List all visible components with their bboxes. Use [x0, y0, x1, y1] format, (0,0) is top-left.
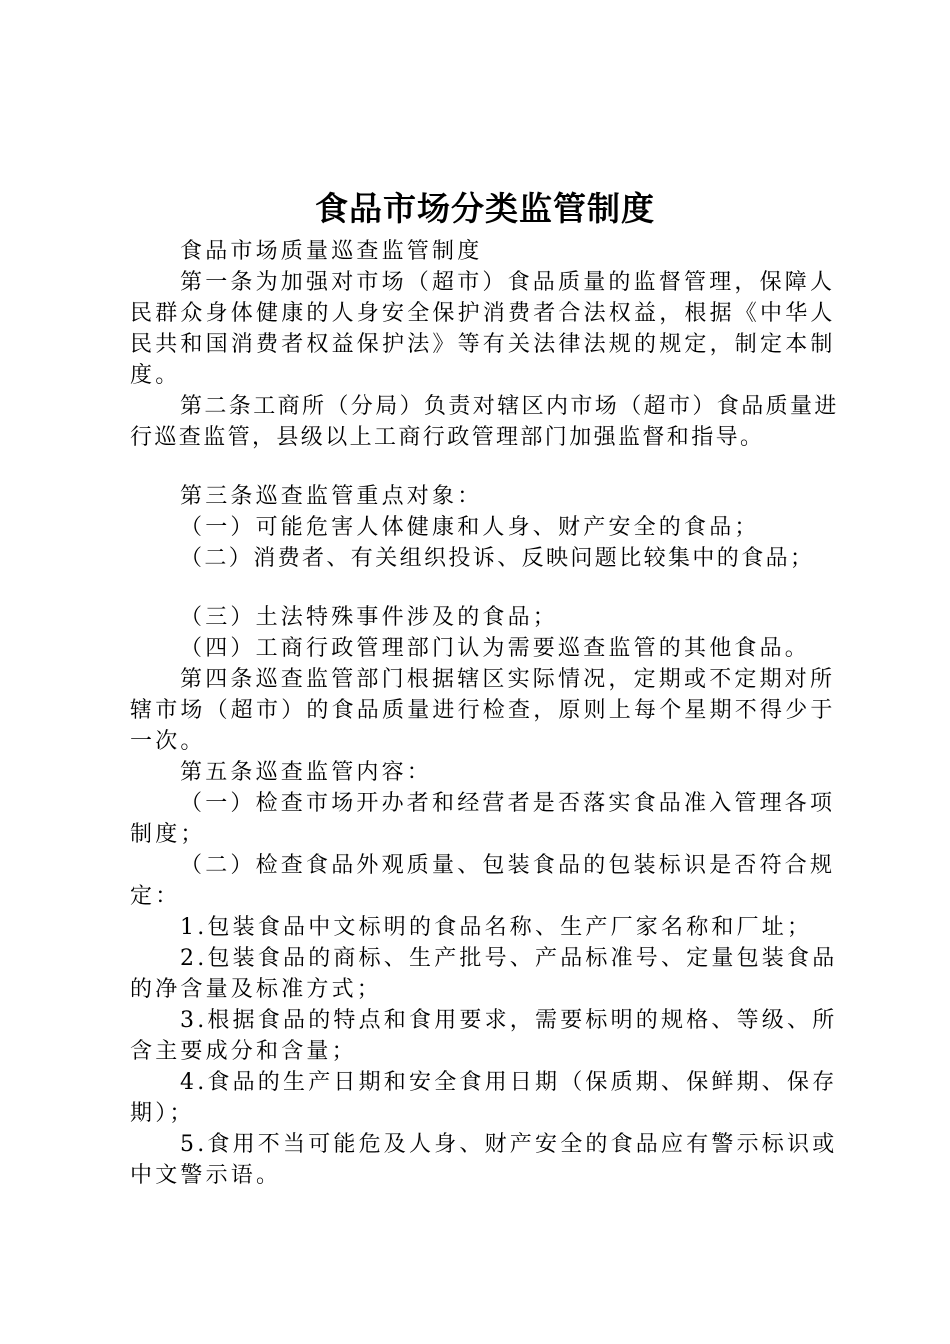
paragraph-article-3: 第三条巡查监管重点对象： — [180, 484, 483, 509]
paragraph-item: （四）工商行政管理部门认为需要巡查监管的其他食品。 — [180, 636, 811, 661]
paragraph-article-4: 第四条巡查监管部门根据辖区实际情况，定期或不定期对所辖市场（超市）的食品质量进行检查，原则上每个星期不得少于一次。 — [130, 667, 836, 754]
paragraph-item: （一）检查市场开办者和经营者是否落实食品准入管理各项制度； — [130, 791, 836, 847]
paragraph-subitem: 1.包装食品中文标明的食品名称、生产厂家名称和厂址； — [180, 915, 813, 940]
paragraph-subtitle: 食品市场质量巡查监管制度 — [180, 239, 483, 264]
document-title: 食品市场分类监管制度 — [315, 189, 655, 228]
paragraph-article-2: 第二条工商所（分局）负责对辖区内市场（超市）食品质量进行巡查监管，县级以上工商行政管理部门加强监督和指导。 — [130, 394, 839, 450]
paragraph-item: （三）土法特殊事件涉及的食品； — [180, 605, 559, 630]
paragraph-subitem: 3.根据食品的特点和食用要求，需要标明的规格、等级、所含主要成分和含量； — [130, 1008, 838, 1064]
document-body — [130, 236, 840, 1191]
document-page — [130, 186, 840, 1191]
paragraph-item: （一）可能危害人体健康和人身、财产安全的食品； — [180, 515, 760, 540]
paragraph-item: （二）消费者、有关组织投诉、反映问题比较集中的食品； — [180, 546, 815, 571]
paragraph-subitem: 4.食品的生产日期和安全食用日期（保质期、保鲜期、保存期）； — [130, 1070, 838, 1126]
paragraph-subitem: 5.食用不当可能危及人身、财产安全的食品应有警示标识或中文警示语。 — [130, 1132, 838, 1188]
paragraph-article-1: 第一条为加强对市场（超市）食品质量的监督管理，保障人民群众身体健康的人身安全保护消费者合法权益，根据《中华人民共和国消费者权益保护法》等有关法律法规的规定，制定本制度。 — [130, 270, 836, 388]
paragraph-article-5: 第五条巡查监管内容： — [180, 760, 433, 785]
paragraph-item: （二）检查食品外观质量、包装食品的包装标识是否符合规定： — [130, 853, 836, 909]
paragraph-subitem: 2.包装食品的商标、生产批号、产品标准号、定量包装食品的净含量及标准方式； — [130, 946, 838, 1002]
